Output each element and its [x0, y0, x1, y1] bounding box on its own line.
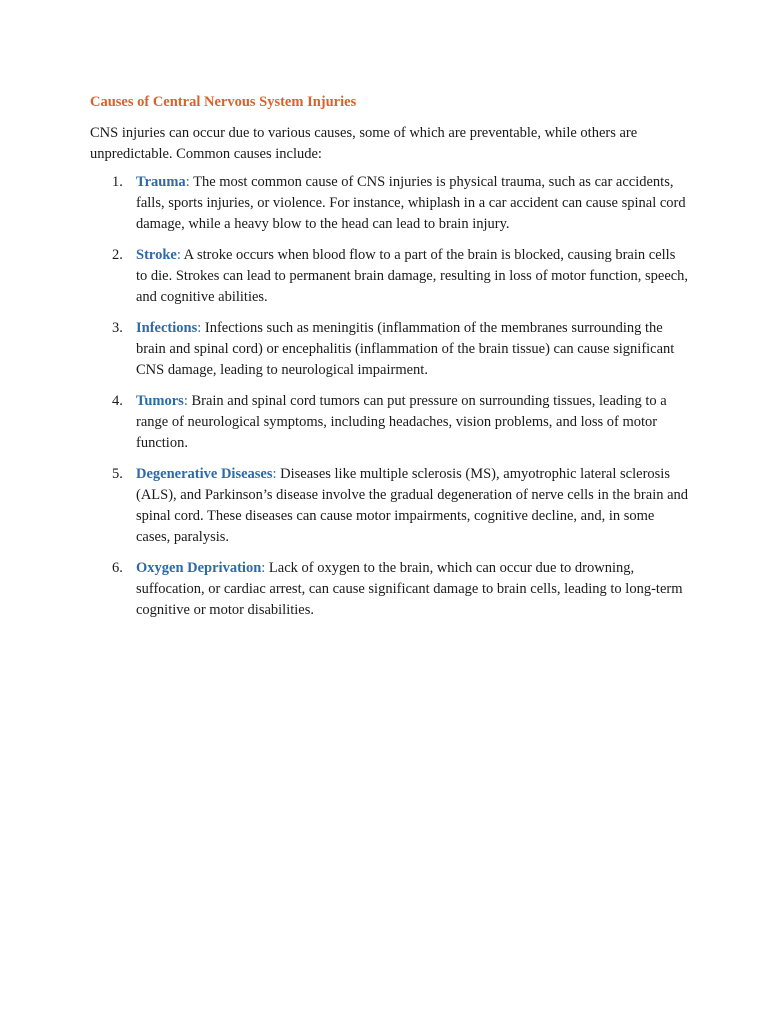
- list-item-tumors: [90, 391, 690, 454]
- cause-description: A stroke occurs when blood flow to a part of the brain is blocked, causing brain cells to die. Strokes can lead to permanent brain damage, resulting in loss of motor function, speech, and cognitive abilities.: [136, 247, 689, 305]
- cause-term: Infections: [136, 320, 198, 336]
- list-number: 2.: [112, 247, 123, 263]
- term-colon: :: [185, 174, 190, 190]
- cause-term: Tumors: [136, 393, 184, 409]
- page-title: Causes of Central Nervous System Injuries: [90, 94, 357, 110]
- list-number: 5.: [112, 466, 123, 482]
- list-item-oxygen-deprivation: [90, 558, 690, 621]
- cause-term: Trauma: [136, 174, 186, 190]
- list-number: 3.: [112, 320, 123, 336]
- term-colon: :: [272, 466, 277, 482]
- intro-paragraph: CNS injuries can occur due to various causes, some of which are preventable, while others are unpredictable. Common causes include:: [90, 125, 638, 162]
- list-number: 4.: [112, 393, 123, 409]
- cause-term: Degenerative Diseases: [136, 466, 273, 482]
- list-item-infections: [90, 318, 690, 381]
- list-item-stroke: [90, 245, 690, 308]
- cause-description: The most common cause of CNS injuries is physical trauma, such as car accidents, falls, sports injuries, or violence. For instance, whiplash in a car accident can cause spinal cord damage, while a heavy blow to the head can lead to brain injury.: [136, 174, 686, 232]
- document-page: [90, 92, 690, 631]
- causes-list: [90, 172, 690, 621]
- cause-description: Infections such as meningitis (inflammation of the membranes surrounding the brain and spinal cord) or encephalitis (inflammation of the brain tissue) can cause significant CNS damage, leading to neurological impairment.: [136, 320, 675, 378]
- list-number: 1.: [112, 174, 123, 190]
- cause-description: Diseases like multiple sclerosis (MS), amyotrophic lateral sclerosis (ALS), and Parkinson’s disease involve the gradual degeneration of nerve cells in the brain and spinal cord. These diseases can cause motor impairments, cognitive decline, and, in some cases, paralysis.: [136, 466, 689, 545]
- cause-description: Lack of oxygen to the brain, which can occur due to drowning, suffocation, or cardiac arrest, can cause significant damage to brain cells, leading to long-term cognitive or motor disabilities.: [136, 560, 683, 618]
- cause-term: Stroke: [136, 247, 177, 263]
- term-colon: :: [176, 247, 181, 263]
- list-item-degenerative-diseases: [90, 464, 690, 548]
- term-colon: :: [261, 560, 266, 576]
- term-colon: :: [197, 320, 202, 336]
- cause-term: Oxygen Deprivation: [136, 560, 262, 576]
- term-colon: :: [183, 393, 188, 409]
- list-item-trauma: [90, 172, 690, 235]
- cause-description: Brain and spinal cord tumors can put pressure on surrounding tissues, leading to a range of neurological symptoms, including headaches, vision problems, and loss of motor function.: [136, 393, 667, 451]
- list-number: 6.: [112, 560, 123, 576]
